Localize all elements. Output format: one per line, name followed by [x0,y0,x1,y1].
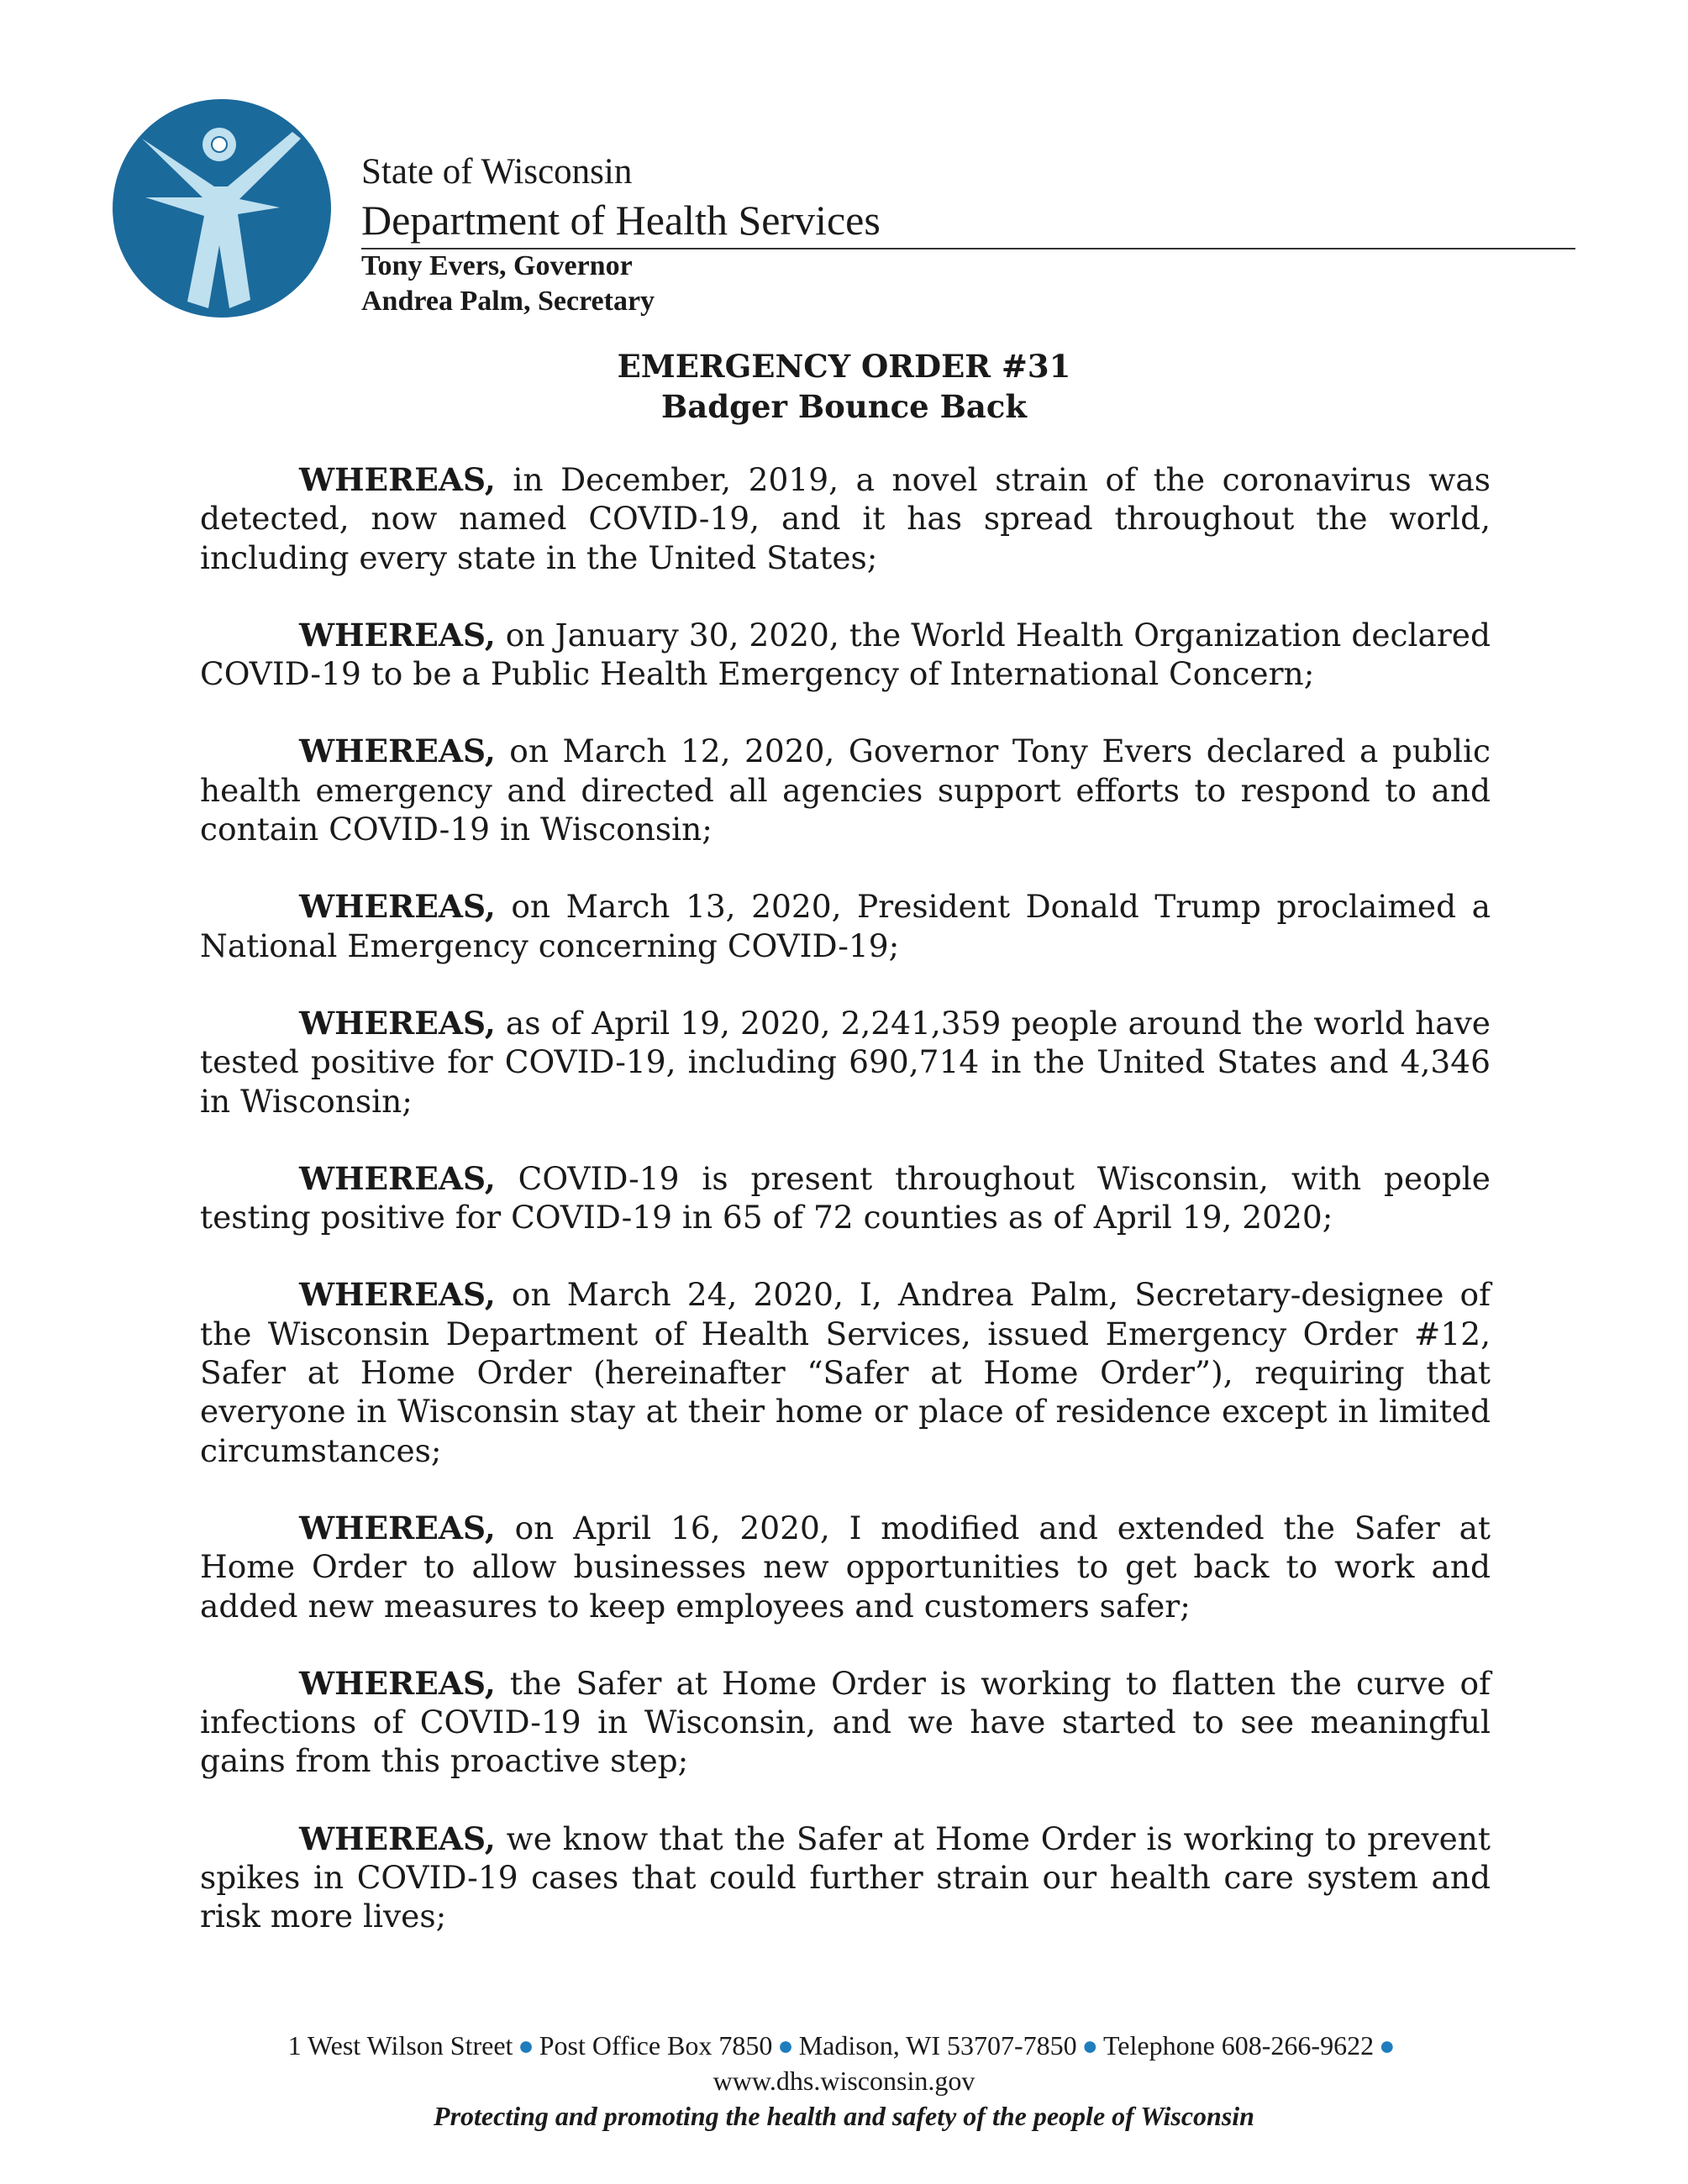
whereas-paragraph [200,1004,1491,1121]
bullet-icon: ● [1379,2030,1396,2061]
order-title-block [0,346,1688,427]
secretary-name: Andrea Palm, Secretary [361,286,655,317]
whereas-text: we know that the Safer at Home Order is working to prevent spikes in COVID-19 cases that could further strain our health care system and risk more lives; [200,1819,1491,1935]
whereas-lead: WHEREAS, [299,888,496,926]
footer-address: 1 West Wilson Street [287,2030,513,2061]
whereas-text: as of April 19, 2020, 2,241,359 people around the world have tested positive for COVID-19, including 690,714 in the United States and 4,346 in Wisconsin; [200,1004,1491,1120]
order-body [200,460,1491,1975]
whereas-paragraph [200,1664,1491,1781]
whereas-lead: WHEREAS, [299,1819,496,1857]
whereas-text: COVID-19 is present throughout Wisconsin, with people testing positive for COVID-19 in 65 of 72 counties as of April 19, 2020; [200,1159,1491,1236]
agency-state: State of Wisconsin [361,152,633,192]
bullet-icon: ● [777,2030,794,2061]
whereas-paragraph [200,732,1491,848]
whereas-lead: WHEREAS, [299,616,496,654]
footer [0,2028,1688,2134]
whereas-lead: WHEREAS, [299,1509,496,1546]
bullet-icon: ● [518,2030,534,2061]
whereas-paragraph [200,887,1491,965]
whereas-lead: WHEREAS, [299,1004,496,1042]
whereas-paragraph [200,1275,1491,1469]
footer-tagline: Protecting and promoting the health and safety of the people of Wisconsin [434,2101,1254,2131]
whereas-paragraph [200,616,1491,694]
bullet-icon: ● [1081,2030,1098,2061]
governor-name: Tony Evers, Governor [361,250,633,281]
whereas-lead: WHEREAS, [299,1276,496,1314]
footer-phone: Telephone 608-266-9622 [1102,2030,1375,2061]
dhs-logo-icon [112,98,332,318]
whereas-paragraph [200,460,1491,577]
order-subtitle: Badger Bounce Back [660,388,1028,425]
whereas-text: on March 13, 2020, President Donald Trump proclaimed a National Emergency concerning COVID-19; [200,888,1491,964]
whereas-text: on March 12, 2020, Governor Tony Evers declared a public health emergency and directed all agencies support efforts to respond to and contain COVID-19 in Wisconsin; [200,732,1491,848]
whereas-paragraph [200,1159,1491,1237]
order-title: EMERGENCY ORDER #31 [617,348,1071,385]
whereas-lead: WHEREAS, [299,1159,496,1197]
agency-department: Department of Health Services [361,197,881,244]
whereas-text: on March 24, 2020, I, Andrea Palm, Secretary-designee of the Wisconsin Department of Health Services, issued Emergency Order #12, Safer at Home Order (hereinafter “Safer at Home Order”), requiring that everyone in Wisconsin stay at their home or place of residence except in limited circumstances; [200,1276,1491,1469]
whereas-text: on January 30, 2020, the World Health Organization declared COVID-19 to be a Public Health Emergency of International Concern; [200,616,1491,693]
header-divider [361,248,1575,249]
whereas-lead: WHEREAS, [299,732,496,770]
footer-contact-line [0,2028,1688,2063]
whereas-paragraph [200,1819,1491,1936]
whereas-text: the Safer at Home Order is working to flatten the curve of infections of COVID-19 in Wisconsin, and we have started to see meaningful gains from this proactive step; [200,1664,1491,1780]
footer-city: Madison, WI 53707-7850 [798,2030,1077,2061]
whereas-lead: WHEREAS, [299,1664,496,1702]
footer-website[interactable]: www.dhs.wisconsin.gov [713,2066,975,2096]
whereas-lead: WHEREAS, [299,461,496,498]
whereas-paragraph [200,1509,1491,1625]
footer-po-box: Post Office Box 7850 [539,2030,773,2061]
whereas-text: on April 16, 2020, I modified and extended the Safer at Home Order to allow businesses new opportunities to get back to work and added new measures to keep employees and customers safer; [200,1509,1491,1625]
whereas-text: in December, 2019, a novel strain of the coronavirus was detected, now named COVID-19, and it has spread throughout the world, including every state in the United States; [200,461,1491,576]
